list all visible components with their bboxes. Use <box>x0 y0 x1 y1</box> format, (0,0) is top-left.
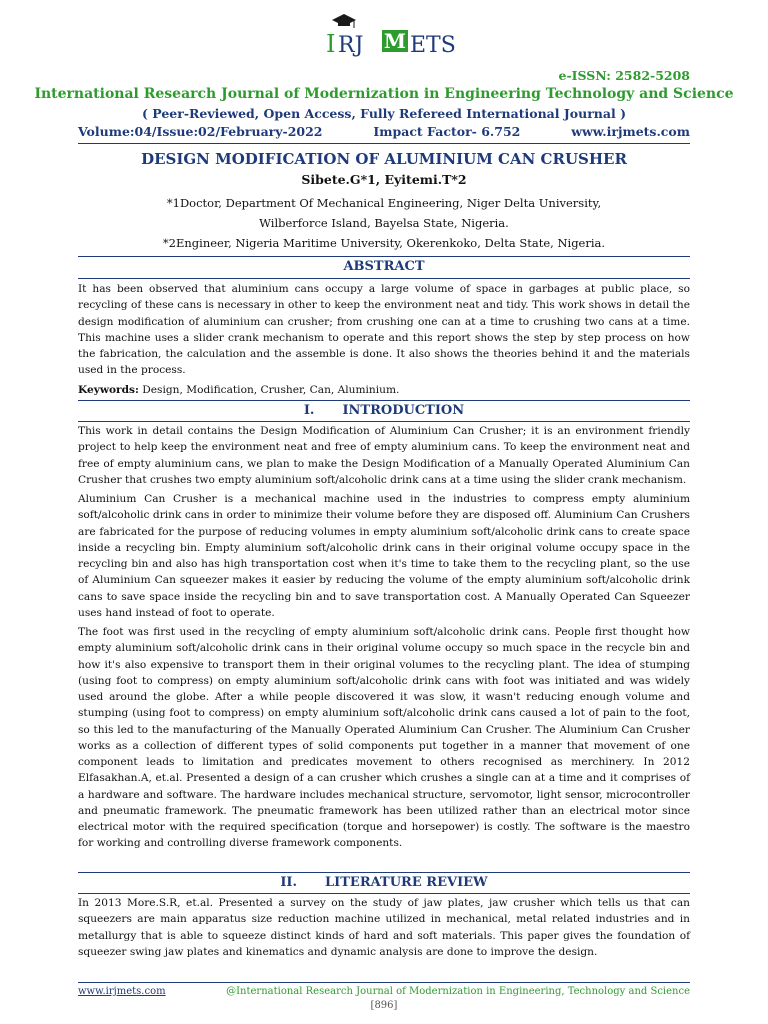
section-number: II. <box>280 875 298 890</box>
intro-paragraph-3: The foot was first used in the recycling of empty aluminium soft/alcoholic drink cans. People first thought how empty aluminium soft/alcoholic drink cans in their original volume occupy so much space in the recycle bin and how it's also expensive to transport them in their original volumes to the recycling plant. The idea of stumping (using foot to compress) on empty aluminium soft/alcoholic drink cans with foot was initiated and was widely used around the globe. After a while people discovered it was slow, it wasn't reducing enough volume and stumping (using foot to compress) on empty aluminium soft/alcoholic drink cans caused a lot of pain to the foot, so this led to the manufacturing of the Manually Operated Aluminium Can Crusher. The Aluminium Can Crusher works as a collection of different types of solid components put together in a manner that movement of one component leads to limitation and predicates movement to others recognised as merchinery. In 2012 Elfasakhan.A, et.al. Presented a design of a can crusher which crushes a single can at a time and it comprises of a hardware and software. The hardware includes mechanical structure, servomotor, light sensor, microcontroller and pneumatic framework. The pneumatic framework has been utilized rather than an electrical motor since electrical motor with the required specification (torque and horsepower) is costly. The software is the maestro for working and controlling diverse framework components. <box>78 626 690 850</box>
svg-text:RJ: RJ <box>338 33 364 58</box>
abstract-block <box>78 281 690 401</box>
volume-row <box>78 124 690 139</box>
section-heading-literature-review <box>0 875 768 890</box>
literature-body <box>78 895 690 963</box>
affiliation-1-line-2: Wilberforce Island, Bayelsa State, Nigeria. <box>259 216 509 230</box>
affiliation-1-line-1: *1Doctor, Department Of Mechanical Engineering, Niger Delta University, <box>166 196 602 210</box>
lit-rule-bottom <box>78 893 690 894</box>
footer-copyright: @International Research Journal of Modernization in Engineering, Technology and Science <box>226 986 690 997</box>
abstract-rule-bottom <box>78 278 690 279</box>
page-number: [896] <box>370 1000 398 1011</box>
volume-info: Volume:04/Issue:02/February-2022 <box>78 124 323 139</box>
affiliation-2: *2Engineer, Nigeria Maritime University, Okerenkoko, Delta State, Nigeria. <box>162 236 606 250</box>
section-title: LITERATURE REVIEW <box>325 875 488 890</box>
peer-review-note: ( Peer-Reviewed, Open Access, Fully Refereed International Journal ) <box>142 106 626 121</box>
header-divider <box>78 143 690 144</box>
section-title: INTRODUCTION <box>342 403 465 418</box>
lit-paragraph-1: In 2013 More.S.R, et.al. Presented a survey on the study of jaw plates, jaw crusher which tells us that can squeezers are main apparatus size reduction machine utilized in mechanical, metal related industries and in metallurgy that is able to squeeze distinct kinds of hard and soft materials. This paper gives the foundation of squeezer swing jaw plates and kinematics and dynamic analysis are done to improve the design. <box>78 897 690 958</box>
section-heading-introduction <box>0 403 768 418</box>
issn: e-ISSN: 2582-5208 <box>558 68 690 83</box>
lit-rule-top <box>78 872 690 873</box>
keywords-text: Design, Modification, Crusher, Can, Aluminium. <box>138 383 400 396</box>
abstract-heading: ABSTRACT <box>343 259 425 274</box>
section-number: I. <box>303 403 315 418</box>
intro-paragraph-2: Aluminium Can Crusher is a mechanical machine used in the industries to compress empty aluminium soft/alcoholic drink cans in order to minimize their volume before they are disposed off. Aluminium Can Crushers are fabricated for the purpose of reducing volumes in empty aluminium soft/alcoholic drink cans to create space inside a recycling bin. Empty aluminium soft/alcoholic drink cans in their original volume occupy space in the recycling bin and also has high transportation cost when it's time to take them to the recycling plant, so the use of Aluminium Can squeezer makes it easier by reducing the volume of the empty aluminium soft/alcoholic drink cans to save space inside the recycling bin and to save transportation cost. A Manually Operated Can Squeezer uses hand instead of foot to operate. <box>78 493 690 619</box>
abstract-text: It has been observed that aluminium cans occupy a large volume of space in garbages at public place, so recycling of these cans is necessary in other to keep the environment neat and tidy. This work shows in detail the design modification of aluminium can crusher; from crushing one can at a time to crushing two cans at a time. This machine uses a slider crank mechanism to operate and this report shows the step by step process on how the fabrication, the calculation and the assemble is done. It also shows the theories behind it and the materials used in the process. <box>78 283 690 377</box>
journal-website[interactable]: www.irjmets.com <box>571 124 690 139</box>
footer-divider <box>78 982 690 983</box>
irjmets-logo-icon <box>318 10 458 62</box>
keywords-line <box>78 382 690 398</box>
svg-text:M: M <box>383 29 407 53</box>
abstract-rule-top <box>78 256 690 257</box>
impact-factor: Impact Factor- 6.752 <box>373 124 521 139</box>
footer-website-link[interactable]: www.irjmets.com <box>78 986 166 997</box>
journal-name: International Research Journal of Modernization in Engineering Technology and Science <box>34 86 734 102</box>
paper-authors: Sibete.G*1, Eyitemi.T*2 <box>301 172 467 187</box>
keywords-label: Keywords: <box>78 383 139 396</box>
svg-text:ETS: ETS <box>410 33 456 58</box>
journal-logo <box>318 10 458 62</box>
intro-rule-bottom <box>78 421 690 422</box>
intro-rule-top <box>78 400 690 401</box>
svg-text:I: I <box>326 30 336 58</box>
introduction-body <box>78 423 690 855</box>
paper-title: DESIGN MODIFICATION OF ALUMINIUM CAN CRUSHER <box>141 150 627 168</box>
intro-paragraph-1: This work in detail contains the Design Modification of Aluminium Can Crusher; it is an environment friendly project to help keep the environment neat and free of empty aluminium cans. To keep the environment neat and free of empty aluminium cans, we plan to make the Design Modification of a Manually Operated Aluminium Can Crusher that crushes two empty aluminium soft/alcoholic drink cans at a time using the slider crank mechanism. <box>78 425 690 486</box>
